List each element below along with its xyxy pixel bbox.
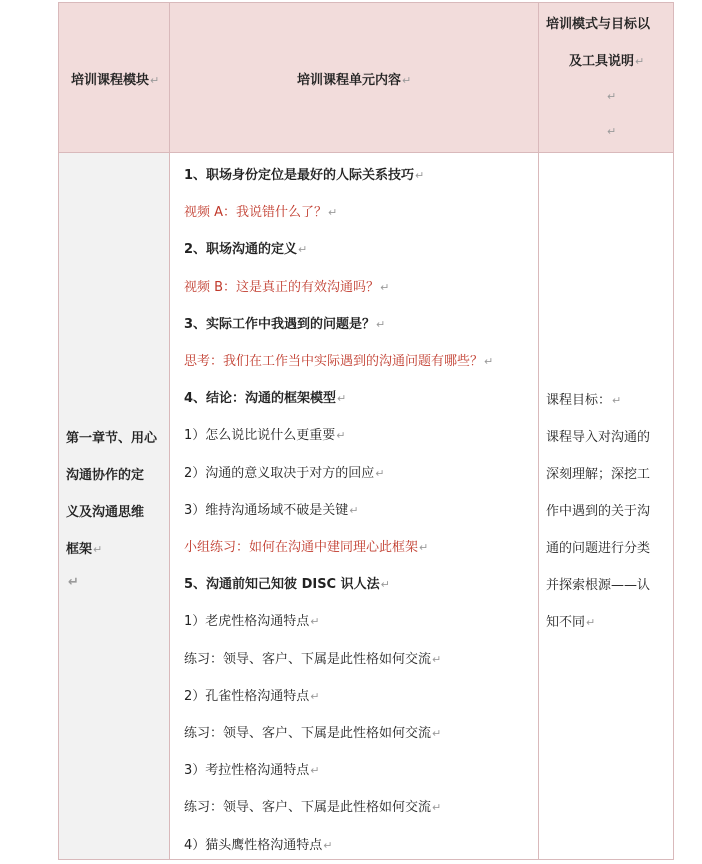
paragraph-mark-icon: ↵ [68,575,79,590]
paragraph-mark-icon: ↵ [432,727,442,740]
paragraph-mark-icon: ↵ [607,90,617,103]
goal-line: 通的问题进行分类 [546,541,651,556]
paragraph-mark-icon: ↵ [310,690,320,703]
paragraph-mark-icon: ↵ [607,125,617,138]
content-line: 1）怎么说比说什么更重要↵ [184,428,346,443]
module-name-line: 义及沟通思维 [66,505,145,520]
paragraph-mark-icon: ↵ [635,55,645,68]
module-name-line: 第一章节、用心 [66,431,158,446]
goal-line: 课程目标：↵ [546,393,622,408]
content-line: 1、职场身份定位是最好的人际关系技巧↵ [184,168,425,183]
content-line: 小组练习：如何在沟通中建同理心此框架↵ [184,540,429,555]
paragraph-mark-icon: ↵ [337,392,347,405]
paragraph-mark-icon: ↵ [310,615,320,628]
paragraph-mark-icon: ↵ [375,467,385,480]
paragraph-mark-icon: ↵ [432,801,442,814]
paragraph-mark-icon: ↵ [336,429,346,442]
paragraph-mark-icon: ↵ [93,543,103,556]
paragraph-mark-icon: ↵ [328,206,338,219]
paragraph-mark-icon: ↵ [586,616,596,629]
content-line: 5、沟通前知己知彼 DISC 识人法↵ [184,577,390,592]
goal-line: 知不同↵ [546,615,596,630]
header-module: 培训课程模块↵ [71,73,160,88]
content-line: 2、职场沟通的定义↵ [184,242,308,257]
header-content: 培训课程单元内容↵ [297,73,412,88]
content-line: 1）老虎性格沟通特点↵ [184,614,320,629]
paragraph-mark-icon: ↵ [484,355,494,368]
paragraph-mark-icon: ↵ [150,74,160,87]
training-course-table [58,2,674,860]
module-name-line: 沟通协作的定 [66,468,145,483]
paragraph-mark-icon: ↵ [380,281,390,294]
header-mode-line1: 培训模式与目标以 [546,17,651,32]
goal-line: 作中遇到的关于沟 [546,504,651,519]
module-name-line: 框架↵ [66,542,103,557]
content-line: 视频 A：我说错什么了？↵ [184,205,338,220]
content-line: 思考：我们在工作当中实际遇到的沟通问题有哪些？↵ [184,354,494,369]
content-line: 练习：领导、客户、下属是此性格如何交流↵ [184,652,442,667]
paragraph-mark-icon: ↵ [310,764,320,777]
paragraph-mark-icon: ↵ [612,394,622,407]
content-line: 4、结论：沟通的框架模型↵ [184,391,347,406]
content-line: 3）考拉性格沟通特点↵ [184,763,320,778]
paragraph-mark-icon: ↵ [419,541,429,554]
goal-cell [539,153,673,859]
paragraph-mark-icon: ↵ [415,169,425,182]
paragraph-mark-icon: ↵ [380,578,390,591]
header-mode-line2: 及工具说明↵ [569,54,645,69]
paragraph-mark-icon: ↵ [432,653,442,666]
content-line: 视频 B：这是真正的有效沟通吗？↵ [184,280,390,295]
paragraph-mark-icon: ↵ [402,74,412,87]
paragraph-mark-icon: ↵ [323,839,333,852]
goal-line: 课程导入对沟通的 [546,430,651,445]
goal-line: 深刻理解；深挖工 [546,467,651,482]
paragraph-mark-icon: ↵ [376,318,386,331]
content-line: 4）猫头鹰性格沟通特点↵ [184,838,333,853]
goal-line: 并探索根源——认 [546,578,651,593]
module-name-cell [59,153,169,859]
paragraph-mark-icon: ↵ [349,504,359,517]
content-line: 练习：领导、客户、下属是此性格如何交流↵ [184,726,442,741]
content-cell [170,153,538,859]
content-line: 2）沟通的意义取决于对方的回应↵ [184,466,385,481]
paragraph-mark-icon: ↵ [298,243,308,256]
content-line: 练习：领导、客户、下属是此性格如何交流↵ [184,800,442,815]
content-line: 2）孔雀性格沟通特点↵ [184,689,320,704]
content-line: 3）维持沟通场域不破是关键↵ [184,503,359,518]
content-line: 3、实际工作中我遇到的问题是？↵ [184,317,386,332]
